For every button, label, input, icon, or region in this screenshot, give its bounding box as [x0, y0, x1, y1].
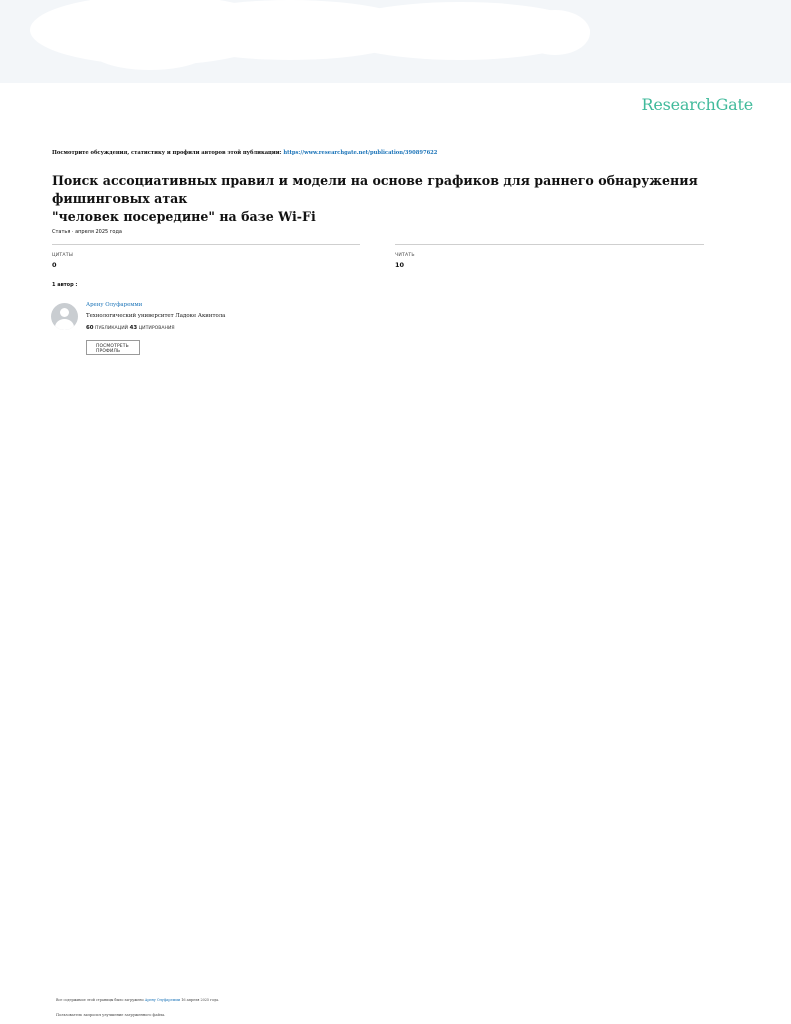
- upload-notice: [56, 998, 219, 1002]
- author-name-link[interactable]: Арену Олуфаремми: [86, 302, 143, 308]
- author-avatar[interactable]: [51, 303, 78, 330]
- avatar-head-shape: [60, 308, 69, 317]
- author-citations-count: 43: [129, 325, 138, 331]
- uploader-link[interactable]: Арену Олуфаремми: [144, 998, 181, 1002]
- reads-label: ЧИТАТЬ: [395, 253, 415, 258]
- citations-label: ЦИТАТЫ: [52, 253, 74, 258]
- authors-count: 1 автор :: [52, 282, 78, 288]
- title-line: Поиск ассоциативных правил и модели на основе графиков для раннего обнаружения фишинговых атак: [52, 173, 698, 206]
- enhancement-request-note: Пользователь запросил улучшение загруженного файла.: [56, 1013, 166, 1017]
- title-line: "человек посередине" на базе Wi-Fi: [52, 209, 316, 224]
- top-banner: [0, 0, 791, 83]
- banner-cloud-shape: [520, 10, 590, 55]
- upload-notice-suffix: 16 апреля 2025 года.: [180, 998, 220, 1002]
- author-institution: Технологический университет Ладоке Акинтола: [86, 313, 226, 319]
- view-profile-button[interactable]: [86, 340, 140, 355]
- banner-cloud-shape: [90, 30, 210, 70]
- article-date: Статья · апреля 2025 года: [52, 229, 122, 235]
- upload-notice-prefix: Все содержимое этой страницы было загружено: [56, 998, 145, 1002]
- view-profile-label: ПРОФИЛЬ: [96, 349, 121, 354]
- divider: [395, 244, 704, 245]
- see-discussions-text: Посмотрите обсуждения, статистику и профили авторов этой публикации:: [52, 150, 284, 156]
- author-citations-label: ЦИТИРОВАНИЯ: [138, 326, 175, 331]
- avatar-body-shape: [55, 319, 74, 330]
- author-publications-count: 60: [86, 325, 94, 331]
- researchgate-logo[interactable]: ResearchGate: [641, 95, 753, 114]
- view-profile-label: ПОСМОТРЕТЬ: [96, 344, 129, 349]
- see-discussions-line: [52, 150, 437, 156]
- author-publications-label: ПУБЛИКАЦИЙ: [94, 326, 129, 331]
- publication-title: [52, 172, 752, 226]
- citations-value: 0: [52, 261, 57, 269]
- reads-value: 10: [395, 261, 405, 269]
- publication-link[interactable]: https://www.researchgate.net/publication/390897622: [283, 150, 438, 156]
- author-stats: [86, 325, 175, 331]
- divider: [52, 244, 360, 245]
